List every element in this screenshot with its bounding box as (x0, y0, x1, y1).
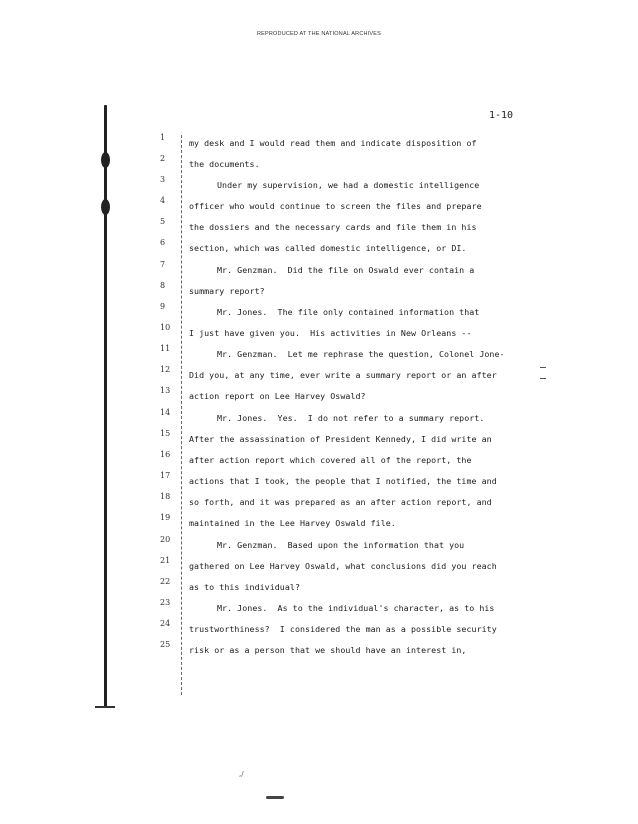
line-number: 24 (160, 619, 171, 628)
transcript-line: Mr. Genzman. Let me rephrase the question, Colonel Jone- (217, 349, 505, 359)
line-number: 5 (160, 217, 166, 226)
line-number: 18 (160, 492, 171, 501)
transcript-line: After the assassination of President Kennedy, I did write an (189, 434, 492, 444)
transcript-line: I just have given you. His activities in New Orleans -- (189, 328, 472, 338)
archive-header: REPRODUCED AT THE NATIONAL ARCHIVES (256, 31, 382, 37)
transcript-line: Mr. Jones. As to the individual's character, as to his (217, 603, 495, 613)
transcript-line: maintained in the Lee Harvey Oswald file. (189, 518, 396, 528)
line-number: 21 (160, 556, 171, 565)
punch-hole-top (101, 152, 110, 168)
transcript-line: Mr. Jones. Yes. I do not refer to a summary report. (217, 413, 485, 423)
line-number: 15 (160, 429, 171, 438)
line-number: 1 (160, 133, 166, 142)
transcript-line: action report on Lee Harvey Oswald? (189, 391, 366, 401)
line-number: 11 (160, 344, 171, 353)
transcript-line: actions that I took, the people that I notified, the time and (189, 476, 497, 486)
transcript-line: risk or as a person that we should have an interest in, (189, 645, 467, 655)
page-number: 1-10 (489, 110, 514, 121)
transcript-line: Under my supervision, we had a domestic intelligence (217, 180, 480, 190)
transcript-line: Mr. Jones. The file only contained information that (217, 307, 480, 317)
margin-rule-dashed (181, 135, 182, 695)
binding-rule (104, 105, 107, 708)
edge-tick-upper (540, 367, 546, 368)
punch-hole-bottom (101, 199, 110, 215)
binding-rule-base (95, 706, 115, 708)
edge-tick-lower (540, 378, 546, 379)
transcript-line: the dossiers and the necessary cards and file them in his (189, 222, 477, 232)
line-number: 22 (160, 577, 171, 586)
line-number: 3 (160, 175, 166, 184)
line-number: 4 (160, 196, 166, 205)
line-number: 17 (160, 471, 171, 480)
transcript-line: Mr. Genzman. Did the file on Oswald ever contain a (217, 265, 475, 275)
transcript-line: so forth, and it was prepared as an after action report, and (189, 497, 492, 507)
line-number: 16 (160, 450, 171, 459)
transcript-line: after action report which covered all of the report, the (189, 455, 472, 465)
transcript-line: the documents. (189, 159, 260, 169)
line-number: 12 (160, 365, 171, 374)
line-number: 20 (160, 535, 171, 544)
transcript-line: my desk and I would read them and indicate disposition of (189, 138, 477, 148)
line-number: 10 (160, 323, 171, 332)
line-number: 23 (160, 598, 171, 607)
bottom-smudge (266, 796, 284, 799)
transcript-line: trustworthiness? I considered the man as a possible security (189, 624, 497, 634)
line-number: 8 (160, 281, 166, 290)
line-number: 7 (160, 260, 166, 269)
line-number: 14 (160, 408, 171, 417)
line-number: 13 (160, 386, 171, 395)
line-number: 2 (160, 154, 166, 163)
line-number: 25 (160, 640, 171, 649)
transcript-line: Mr. Genzman. Based upon the information that you (217, 540, 465, 550)
transcript-line: summary report? (189, 286, 265, 296)
line-number: 6 (160, 238, 166, 247)
line-number: 9 (160, 302, 166, 311)
transcript-line: as to this individual? (189, 582, 300, 592)
transcript-line: Did you, at any time, ever write a summary report or an after (189, 370, 497, 380)
transcript-line: gathered on Lee Harvey Oswald, what conclusions did you reach (189, 561, 497, 571)
line-number: 19 (160, 513, 171, 522)
transcript-line: section, which was called domestic intelligence, or DI. (189, 243, 467, 253)
bottom-mark: ,/ (239, 770, 244, 778)
transcript-line: officer who would continue to screen the files and prepare (189, 201, 482, 211)
